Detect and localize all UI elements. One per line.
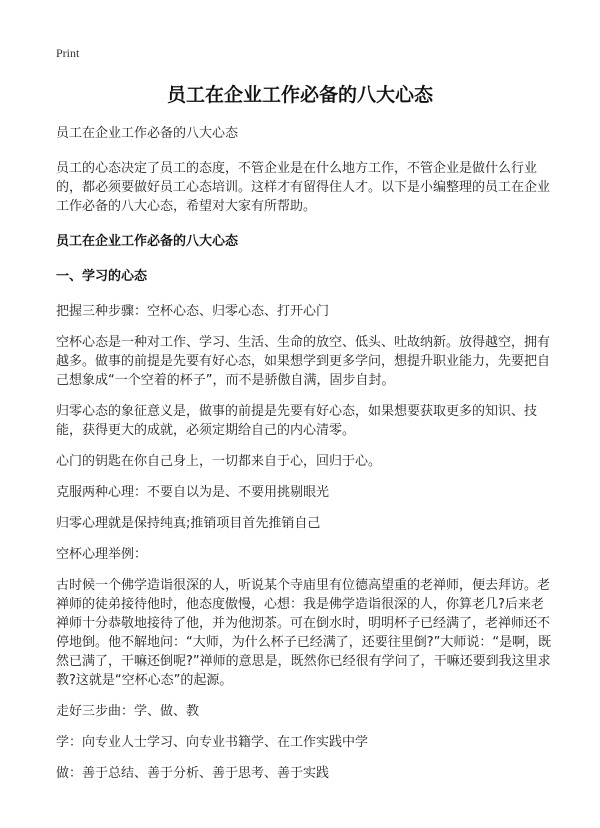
paragraph-do: 做：善于总结、善于分析、善于思考、善于实践 — [56, 766, 330, 781]
paragraph-empty-cup: 空杯心态是一种对工作、学习、生活、生命的放空、低头、吐故纳新。放得越空，拥有越多。做事的前提是先要有好心态，如果想学到更多学问，想提升职业能力，先要把自己想象成“一个空着的杯子”，而不是骄傲自满，固步自封。 — [56, 335, 551, 388]
paragraph-steps: 把握三种步骤：空杯心态、归零心态、打开心门 — [56, 304, 330, 319]
paragraph-heart-key: 心门的钥匙在你自己身上，一切都来自于心，回归于心。 — [56, 454, 382, 469]
paragraph-reset-mindset: 归零心态的象征意义是，做事的前提是先要有好心态，如果想要获取更多的知识、技能，获得更大的成就，必须定期给自己的内心清零。 — [56, 404, 538, 438]
page-title: 员工在企业工作必备的八大心态 — [166, 84, 433, 106]
paragraph-overcome: 克服两种心理：不要自以为是、不要用挑剔眼光 — [56, 485, 330, 500]
subsection-heading: 一、学习的心态 — [56, 269, 148, 284]
print-link[interactable]: Print — [56, 46, 80, 60]
subtitle: 员工在企业工作必备的八大心态 — [56, 126, 239, 141]
paragraph-example-label: 空杯心理举例： — [56, 547, 148, 562]
section-heading: 员工在企业工作必备的八大心态 — [56, 234, 239, 249]
intro-paragraph: 员工的心态决定了员工的态度，不管企业是在什么地方工作，不管企业是做什么行业的，都必须要做好员工心态培训。这样才有留得住人才。以下是小编整理的员工在企业工作必备的八大心态，希望对大家有所帮助。 — [56, 161, 551, 214]
paragraph-story: 古时候一个佛学造诣很深的人，听说某个寺庙里有位德高望重的老禅师，便去拜访。老禅师的徒弟接待他时，他态度傲慢，心想：我是佛学造诣很深的人，你算老几?后来老禅师十分恭敬地接待了他，并为他沏茶。可在倒水时，明明杯子已经满了，老禅师还不停地倒。他不解地问：“大师，为什么杯子已经满了，还要往里倒?”大师说：“是啊，既然已满了，干嘛还倒呢?”禅师的意思是，既然你已经很有学问了，干嘛还要到我这里求教?这就是“空杯心态”的起源。 — [56, 578, 552, 688]
paragraph-three-steps: 走好三步曲：学、做、教 — [56, 704, 200, 719]
paragraph-stay-pure: 归零心理就是保持纯真;推销项目首先推销自己 — [56, 516, 321, 531]
article-body — [56, 124, 552, 783]
paragraph-learn: 学：向专业人士学习、向专业书籍学、在工作实践中学 — [56, 735, 369, 750]
